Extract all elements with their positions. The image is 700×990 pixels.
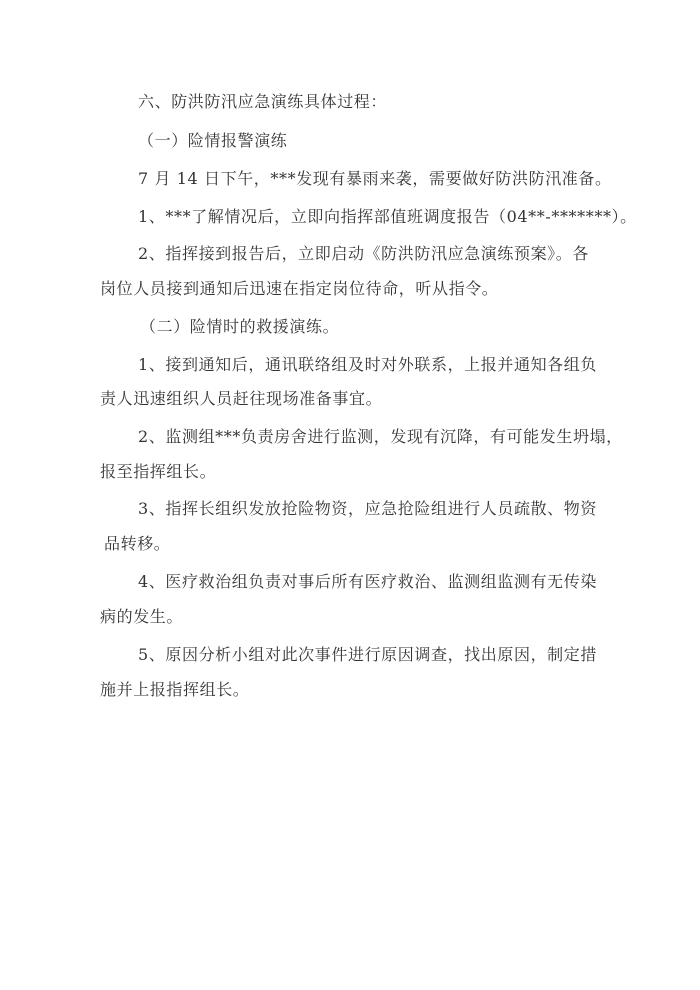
part2-item3-line1: 3、指挥长组织发放抢险物资，应急抢险组进行人员疏散、物资 xyxy=(138,499,597,518)
part1-item2-line1: 2、指挥接到报告后，立即启动《防洪防汛应急演练预案》。各 xyxy=(138,244,589,263)
part1-intro: 7 月 14 日下午，***发现有暴雨来袭，需要做好防洪防汛准备。 xyxy=(138,169,612,188)
part2-item2-line2: 报至指挥组长。 xyxy=(100,462,217,481)
part2-item2-line1: 2、监测组***负责房舍进行监测，发现有沉降，有可能发生坍塌， xyxy=(138,427,623,446)
part1-item1: 1、***了解情况后，立即向指挥部值班调度报告（04**-*******）。 xyxy=(138,207,637,226)
part2-item1-line2: 责人迅速组织人员赶往现场准备事宜。 xyxy=(100,389,383,408)
part1-title: （一）险情报警演练 xyxy=(138,131,288,150)
part2-item4-line2: 病的发生。 xyxy=(100,607,184,626)
part2-item3-line2: 品转移。 xyxy=(104,534,171,553)
part2-item5-line1: 5、原因分析小组对此次事件进行原因调查，找出原因，制定措 xyxy=(138,645,597,664)
part2-item1-line1: 1、接到通知后，通讯联络组及时对外联系，上报并通知各组负 xyxy=(138,355,597,374)
section-heading: 六、防洪防汛应急演练具体过程： xyxy=(138,92,388,111)
part2-item4-line1: 4、医疗救治组负责对事后所有医疗救治、监测组监测有无传染 xyxy=(138,572,597,591)
part1-item2-line2: 岗位人员接到通知后迅速在指定岗位待命，听从指令。 xyxy=(100,279,499,298)
part2-item5-line2: 施并上报指挥组长。 xyxy=(100,680,250,699)
part2-title: （二）险情时的救援演练。 xyxy=(140,317,340,336)
